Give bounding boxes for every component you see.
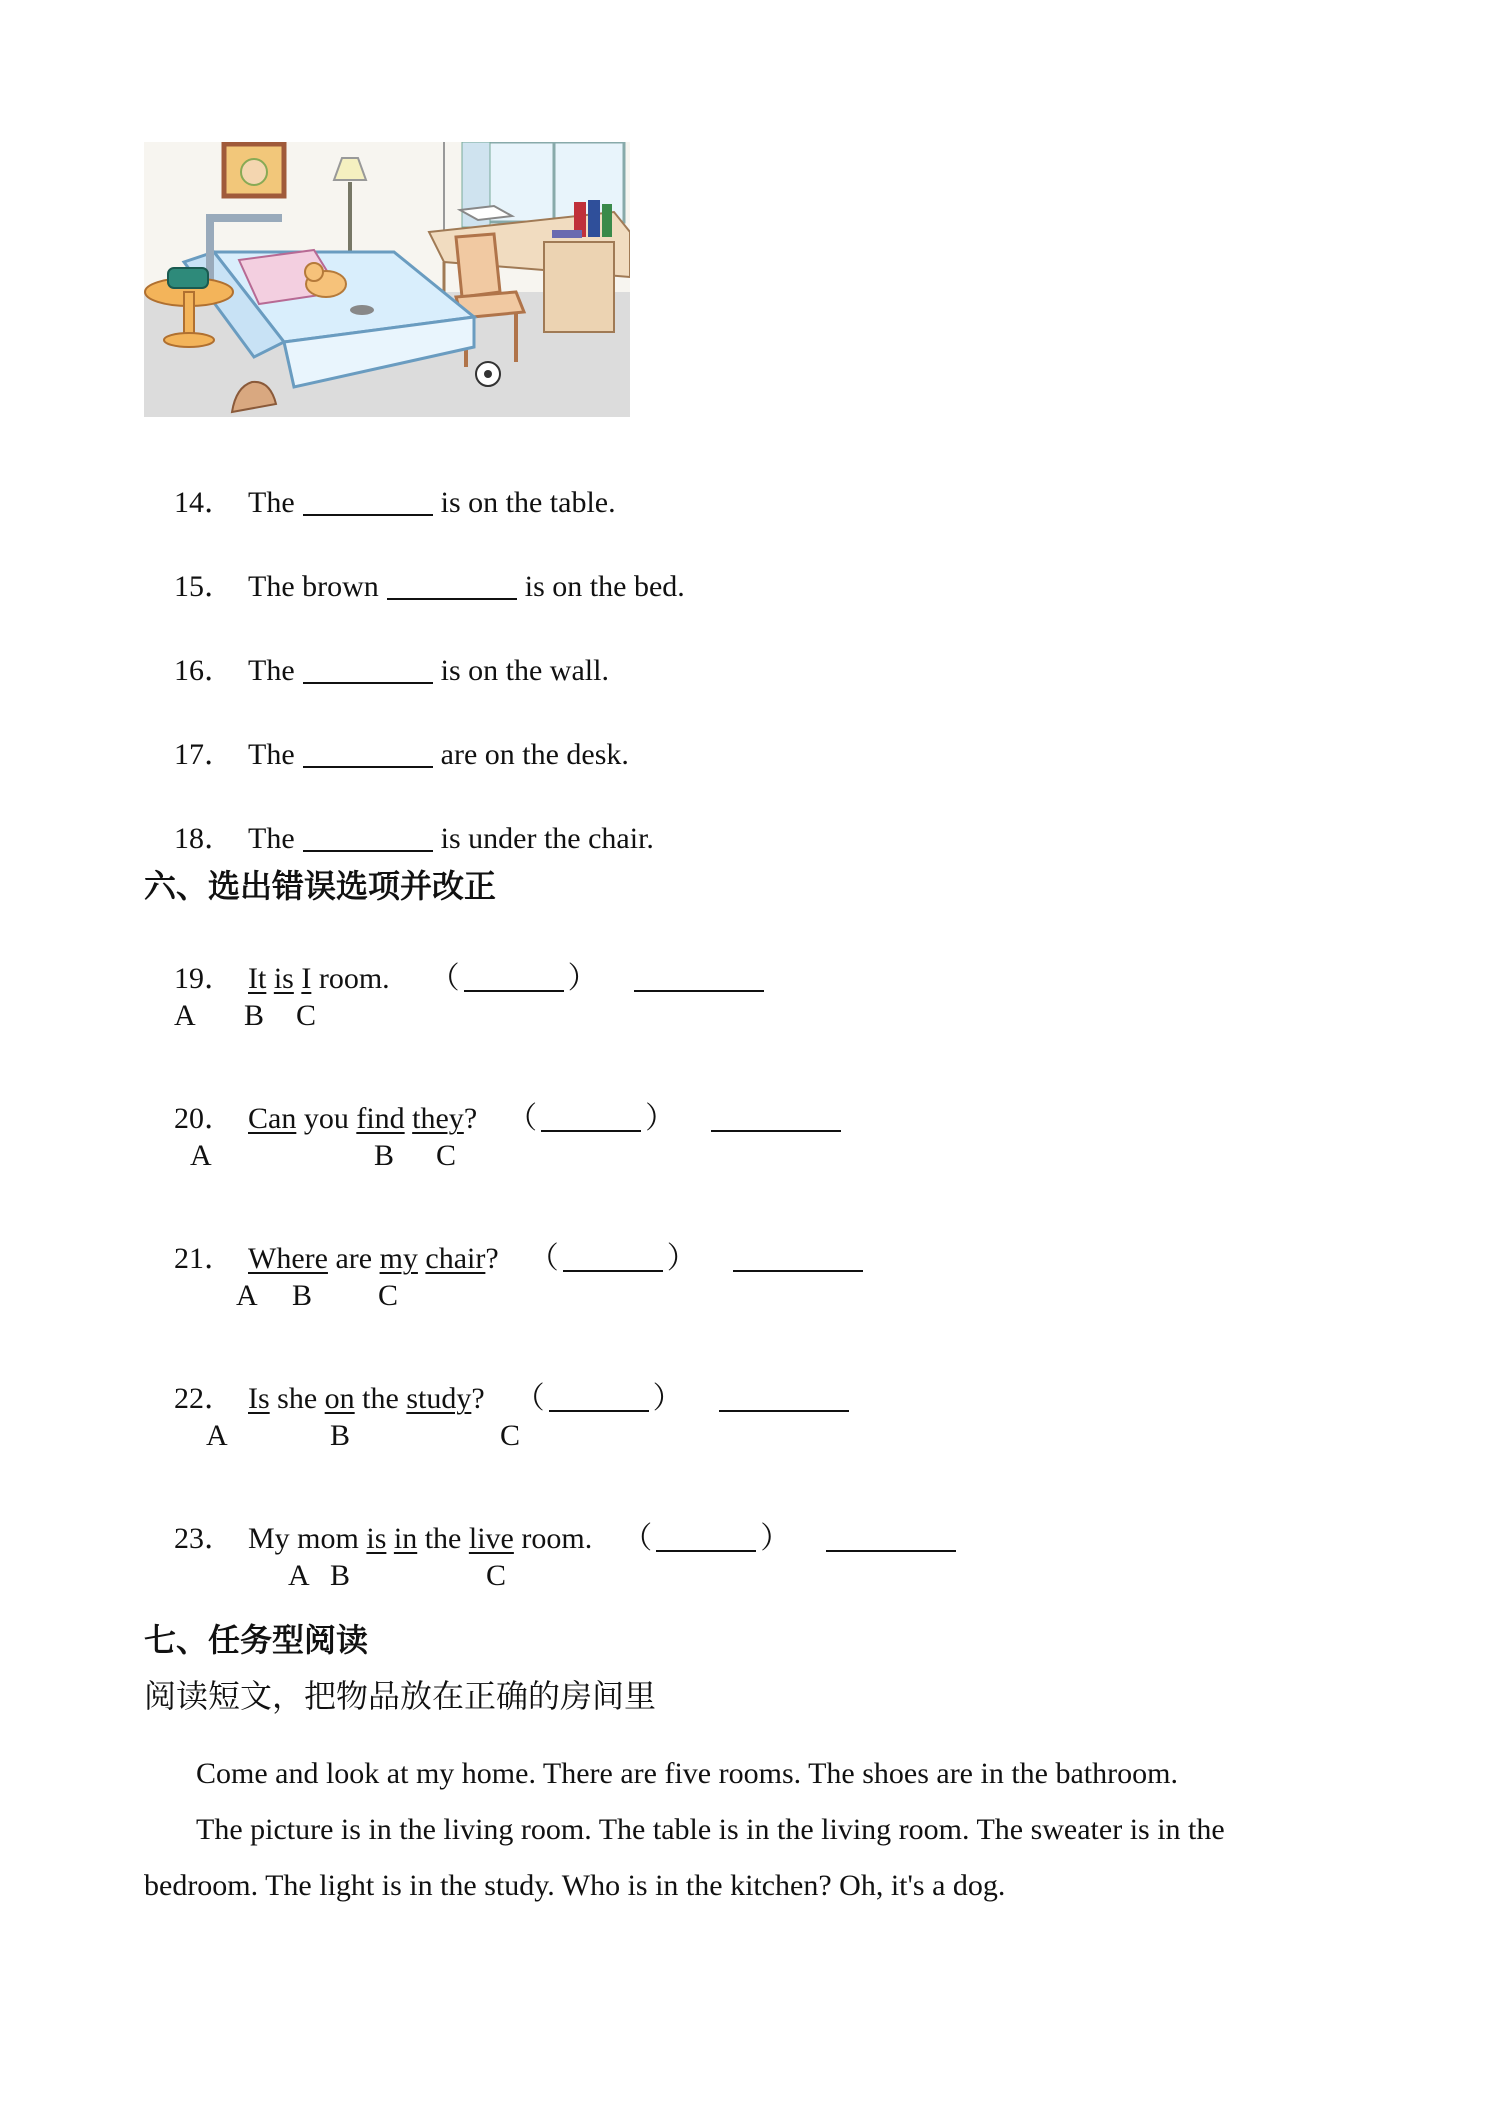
option-letter: A (288, 1559, 310, 1592)
correction-blank[interactable] (826, 1520, 956, 1552)
option-letter: C (486, 1559, 507, 1592)
option-word: is (273, 962, 294, 995)
option-letter: A (190, 1139, 212, 1172)
question-number: 16． (174, 654, 234, 687)
question-number: 19． (174, 962, 234, 995)
option-letter: B (374, 1139, 395, 1172)
correction-blank[interactable] (634, 960, 764, 992)
question-number: 17． (174, 738, 234, 771)
choice-blank[interactable] (549, 1380, 649, 1412)
question-text-before: The brown (248, 570, 379, 603)
open-bracket: （ (528, 1242, 559, 1275)
open-bracket: （ (622, 1522, 653, 1555)
question-number: 18． (174, 822, 234, 855)
option-word: my (379, 1242, 418, 1275)
answer-blank[interactable] (387, 568, 517, 600)
close-bracket: ） (567, 962, 598, 995)
answer-blank[interactable] (303, 652, 433, 684)
choice-blank[interactable] (656, 1520, 756, 1552)
choice-blank[interactable] (563, 1240, 663, 1272)
choice-blank[interactable] (464, 960, 564, 992)
option-word: in (393, 1522, 418, 1555)
option-letter: B (244, 999, 265, 1032)
option-word: Can (248, 1102, 297, 1135)
reading-passage (144, 1746, 1344, 1914)
option-letter: A (174, 999, 196, 1032)
correction-blank[interactable] (719, 1380, 849, 1412)
option-word: I (301, 962, 312, 995)
option-letter: B (292, 1279, 313, 1312)
choice-blank[interactable] (541, 1100, 641, 1132)
question-number: 22． (174, 1382, 234, 1415)
open-bracket: （ (429, 962, 460, 995)
option-word: Where (248, 1242, 328, 1275)
section-7-instruction: 阅读短文，把物品放在正确的房间里 (144, 1677, 657, 1715)
open-bracket: （ (507, 1102, 538, 1135)
option-word: live (468, 1522, 514, 1555)
option-word: they (412, 1102, 464, 1135)
close-bracket: ） (760, 1522, 791, 1555)
option-letter: C (296, 999, 317, 1032)
question-number: 14． (174, 486, 234, 519)
question-text-before: The (248, 486, 295, 519)
option-word: is (366, 1522, 387, 1555)
question-number: 20． (174, 1102, 234, 1135)
option-word: Is (248, 1382, 270, 1415)
bedroom-illustration (144, 142, 630, 417)
option-letter: B (330, 1419, 351, 1452)
close-bracket: ） (645, 1102, 676, 1135)
question-number: 21． (174, 1242, 234, 1275)
option-word: find (356, 1102, 405, 1135)
option-letter: B (330, 1559, 351, 1592)
option-letter: C (436, 1139, 457, 1172)
error-question: 22． Is she on the study? （ ） (144, 1344, 849, 1453)
option-letter: C (500, 1419, 521, 1452)
correction-blank[interactable] (711, 1100, 841, 1132)
question-text-after: is on the wall. (440, 654, 609, 687)
option-word: on (324, 1382, 355, 1415)
option-word: chair (425, 1242, 486, 1275)
close-bracket: ） (652, 1382, 683, 1415)
error-question: 23． My mom is in the live room. （ ） (144, 1484, 956, 1593)
question-text-after: is on the table. (440, 486, 616, 519)
question-number: 15． (174, 570, 234, 603)
answer-blank[interactable] (303, 736, 433, 768)
option-letter: A (236, 1279, 258, 1312)
section-6-title: 六、选出错误选项并改正 (144, 867, 497, 905)
option-word: study (406, 1382, 472, 1415)
close-bracket: ） (666, 1242, 697, 1275)
section-7-title: 七、任务型阅读 (144, 1621, 369, 1659)
passage-paragraph: The picture is in the living room. The table is in the living room. The sweater is in the bedroom. The light is in the study. Who is in the kitchen? Oh, it's a dog. (144, 1813, 1225, 1902)
passage-paragraph: Come and look at my home. There are five rooms. The shoes are in the bathroom. (196, 1757, 1178, 1790)
option-word: It (248, 962, 267, 995)
option-letter: A (206, 1419, 228, 1452)
open-bracket: （ (514, 1382, 545, 1415)
option-letter: C (378, 1279, 399, 1312)
error-question: 21． Where are my chair? （ ） (144, 1204, 863, 1313)
error-question: 19． It is I room. （ ） (144, 924, 764, 1033)
question-text-before: The (248, 654, 295, 687)
question-text-after: is under the chair. (440, 822, 654, 855)
question-number: 23． (174, 1522, 234, 1555)
question-text-before: The (248, 822, 295, 855)
question-text-after: are on the desk. (440, 738, 629, 771)
question-text-after: is on the bed. (524, 570, 685, 603)
error-question: 20． Can you find they? （ ） (144, 1064, 841, 1173)
question-text-before: The (248, 738, 295, 771)
correction-blank[interactable] (733, 1240, 863, 1272)
answer-blank[interactable] (303, 820, 433, 852)
answer-blank[interactable] (303, 484, 433, 516)
